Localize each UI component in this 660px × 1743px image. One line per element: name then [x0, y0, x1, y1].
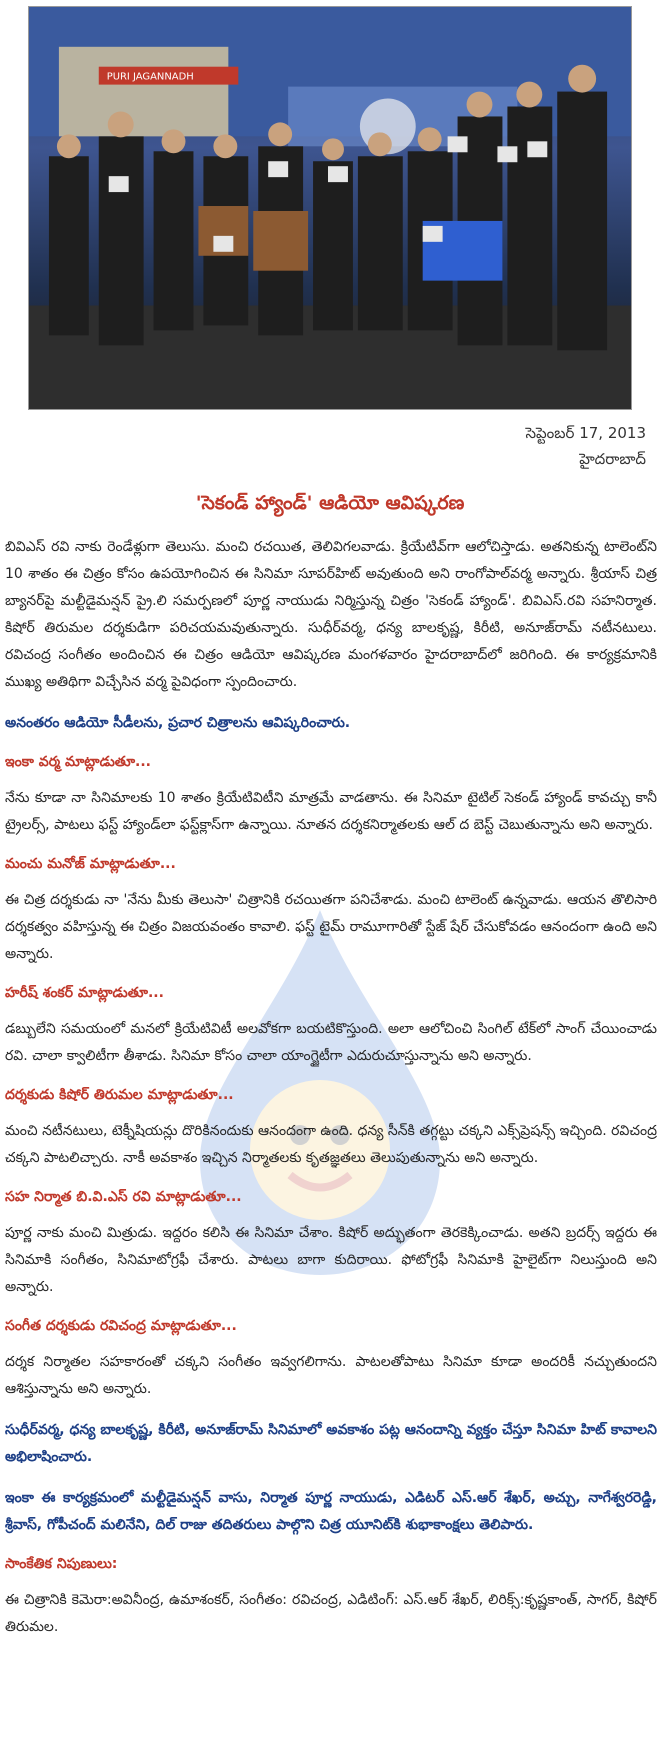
dateline — [525, 420, 646, 472]
section-heading: హరీష్ శంకర్ మాట్లాడుతూ... — [5, 985, 164, 1001]
article-paragraph: ఈ చిత్రానికి కెమెరా:అవినీంద్ర, ఉమాశంకర్, సంగీతం: రవిచంద్ర, ఎడిటింగ్: ఎస్.ఆర్ శేఖర్, లిరిక్స్:కృష్ణకాంత్, సాగర్, కిషోర్ తిరుమల. — [5, 1592, 657, 1635]
group-photo-illustration — [29, 7, 631, 409]
article-paragraph: దర్శక నిర్మాతల సహకారంతో చక్కని సంగీతం ఇవ్వగలిగాను. పాటలతోపాటు సినిమా కూడా అందరికీ నచ్చుతుందని ఆశిస్తున్నాను అని అన్నారు. — [5, 1354, 657, 1397]
article-paragraph: మంచి నటీనటులు, టెక్నీషియన్లు దొరికినందుకు ఆనందంగా ఉంది. ధన్య సీన్‌కి తగ్గట్టు చక్కని ఎక్స్‌ప్రెషన్స్ ఇచ్చింది. రవిచంద్ర చక్కని పాటలిచ్చారు. నాకీ అవకాశం ఇచ్చిన నిర్మాతలకు కృతజ్ఞతలు తెలుపుతున్నాను అని అన్నారు. — [5, 1123, 657, 1166]
article-paragraph: డబ్బులేని సమయంలో మనలో క్రియేటివిటీ అలవోకగా బయటికొస్తుంది. అలా ఆలోచించి సింగిల్ టేక్‌లో సాంగ్ చేయించాడు రవి. చాలా క్వాలిటీగా తీశాడు. సినిమా కోసం చాలా యాంగ్జైటీగా ఎదురుచూస్తున్నాను అని అన్నారు. — [5, 1021, 657, 1064]
article-paragraph: బివిఎస్ రవి నాకు రెండేళ్లుగా తెలుసు. మంచి రచయిత, తెలివిగలవాడు. క్రియేటివ్‌గా ఆలోచిస్తాడు. అతనికున్న టాలెంట్‌ని 10 శాతం ఈ చిత్రం కోసం ఉపయోగించిన ఈ సినిమా సూపర్‌హిట్ అవుతుంది అని రాంగోపాల్‌వర్మ అన్నారు. శ్రీయాస్ చిత్ర బ్యానర్‌పై మల్టీడైమన్షన్ ప్రై.లి సమర్పణలో పూర్ణ నాయుడు నిర్మిస్తున్న చిత్రం 'సెకండ్ హ్యాండ్'. బివిఎస్.రవి సహనిర్మాత. కిషోర్ తిరుమల దర్శకుడిగా పరిచయమవుతున్నారు. సుధీర్‌వర్మ, ధన్య బాలకృష్ణ, కిరీటి, అనూజ్‌రామ్ నటీనటులు. రవిచంద్ర సంగీతం అందించిన ఈ చిత్రం ఆడియో ఆవిష్కరణ మంగళవారం హైదరాబాద్‌లో జరిగింది. ఈ కార్యక్రమానికి ముఖ్య అతిథిగా విచ్చేసిన వర్మ పైవిధంగా స్పందించారు. — [5, 539, 657, 690]
section-heading: మంచు మనోజ్ మాట్లాడుతూ... — [5, 856, 176, 872]
event-photo — [28, 6, 632, 410]
section-heading: సాంకేతిక నిపుణులు: — [5, 1556, 118, 1572]
highlight-paragraph: ఇంకా ఈ కార్యక్రమంలో మల్టీడైమన్షన్ వాసు, నిర్మాత పూర్ణ నాయుడు, ఎడిటర్ ఎస్.ఆర్ శేఖర్, అచ్చు, నాగేశ్వరరెడ్డి, శ్రీవాస్, గోపీచంద్ మలినేని, దిల్ రాజు తదితరులు పాల్గొని చిత్ర యూనిట్‌కి శుభాకాంక్షలు తెలిపారు. — [5, 1490, 657, 1533]
highlight-paragraph: సుధీర్‌వర్మ, ధన్య బాలకృష్ణ, కిరీటి, అనూజ్‌రామ్ సినిమాలో అవకాశం పట్ల ఆనందాన్ని వ్యక్తం చేస్తూ సినిమా హిట్ కావాలని అభిలాషించారు. — [5, 1422, 657, 1465]
article-place: హైదరాబాద్ — [579, 450, 646, 468]
article-title: 'సెకండ్ హ్యాండ్' ఆడియో ఆవిష్కరణ — [195, 492, 465, 514]
section-heading: సహ నిర్మాత బి.వి.ఎస్ రవి మాట్లాడుతూ... — [5, 1189, 242, 1205]
highlight-paragraph: అనంతరం ఆడియో సీడీలను, ప్రచార చిత్రాలను ఆవిష్కరించారు. — [5, 715, 351, 731]
section-heading: దర్శకుడు కిషోర్ తిరుమల మాట్లాడుతూ... — [5, 1087, 234, 1103]
article-date: సెప్టెంబర్ 17, 2013 — [525, 424, 646, 442]
article-body — [5, 534, 657, 1655]
section-heading: ఇంకా వర్మ మాట్లాడుతూ... — [5, 754, 152, 770]
section-heading: సంగీత దర్శకుడు రవిచంద్ర మాట్లాడుతూ... — [5, 1318, 237, 1334]
article-paragraph: ఈ చిత్ర దర్శకుడు నా 'నేను మీకు తెలుసా' చిత్రానికి రచయితగా పనిచేశాడు. మంచి టాలెంట్ ఉన్నవాడు. ఆయన తొలిసారి దర్శకత్వం వహిస్తున్న ఈ చిత్రం విజయవంతం కావాలి. ఫస్ట్ టైమ్ రామూగారితో స్టేజ్ షేర్ చేసుకోవడం ఆనందంగా ఉంది అని అన్నారు. — [5, 892, 657, 962]
banner-text: PURI JAGANNADH — [106, 71, 194, 83]
article-paragraph: నేను కూడా నా సినిమాలకు 10 శాతం క్రియేటివిటీని మాత్రమే వాడతాను. ఈ సినిమా టైటిల్ సెకండ్ హ్యాండ్ కావచ్చు కానీ ట్రైలర్స్, పాటలు ఫస్ట్ హ్యాండ్‌లా ఫస్ట్‌క్లాస్‌గా ఉన్నాయి. నూతన దర్శకనిర్మాతలకు ఆల్ ద బెస్ట్ చెబుతున్నాను అని అన్నారు. — [5, 790, 657, 833]
article-paragraph: పూర్ణ నాకు మంచి మిత్రుడు. ఇద్దరం కలిసి ఈ సినిమా చేశాం. కిషోర్ అద్భుతంగా తెరకెక్కించాడు. అతని బ్రదర్స్ ఇద్దరు ఈ సినిమాకి సంగీతం, సినిమాటోగ్రఫీ చేశారు. పాటలు బాగా కుదిరాయి. ఫోటోగ్రఫీ సినిమాకి హైలైట్‌గా నిలుస్తుంది అని అన్నారు. — [5, 1225, 657, 1295]
